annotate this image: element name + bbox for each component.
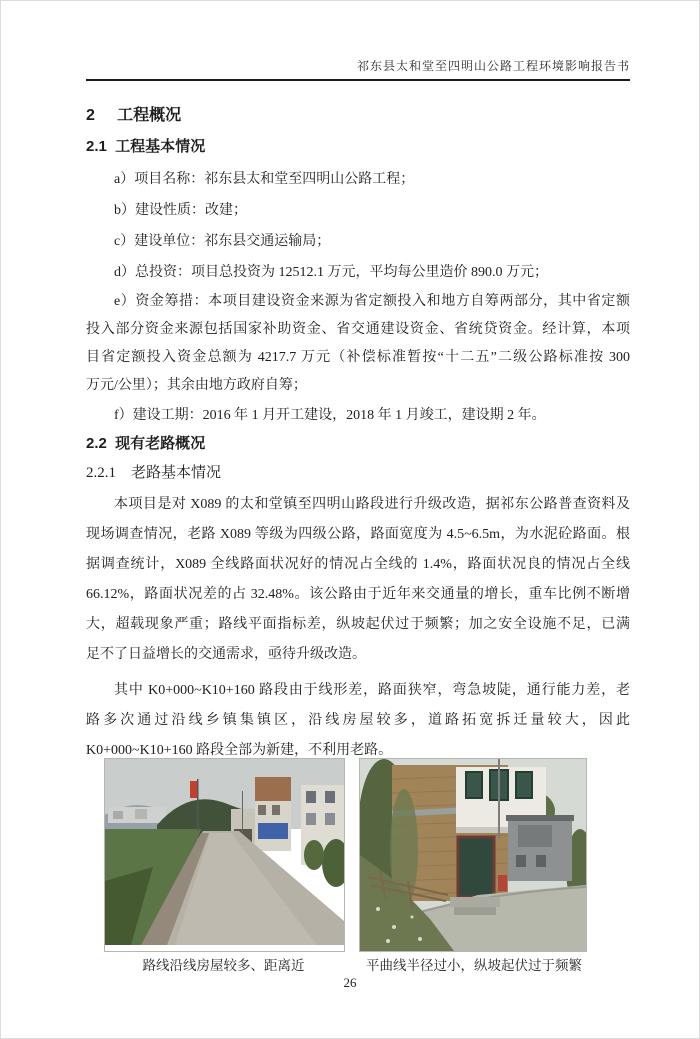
building-photo xyxy=(359,758,587,952)
figure-row xyxy=(86,758,630,952)
list-item-f: f）建设工期：2016 年 1 月开工建设，2018 年 1 月竣工，建设期 2 年。 xyxy=(114,408,546,423)
figure-caption-right: 平曲线半径过小，纵坡起伏过于频繁 xyxy=(366,958,582,973)
list-item-a: a）项目名称：祁东县太和堂至四明山公路工程； xyxy=(114,172,415,187)
text-line: 投入部分资金来源包括国家补助资金、省交通建设资金、省统贷资金。经计算，本项 xyxy=(86,322,630,337)
road-photo-graphic xyxy=(105,759,344,945)
building-photo-graphic xyxy=(360,759,586,951)
text-line: 万元/公里）；其余由地方政府自筹； xyxy=(86,378,307,393)
road-photo xyxy=(104,758,345,952)
project-info-list xyxy=(86,164,630,431)
paragraph-old-road xyxy=(86,490,630,670)
list-item-b: b）建设性质：改建； xyxy=(114,203,247,218)
text-line: 足不了日益增长的交通需求，亟待升级改造。 xyxy=(86,647,366,662)
text-line: e）资金筹措：本项目建设资金来源为省定额投入和地方自筹两部分，其中省定额 xyxy=(114,294,630,309)
section-heading-2-1: 2.1 工程基本情况 xyxy=(86,138,206,155)
section-heading-2-2-1: 2.2.1 老路基本情况 xyxy=(86,465,222,481)
text-line: 路多次通过沿线乡镇集镇区，沿线房屋较多，道路拓宽拆迁量较大，因此 xyxy=(86,713,630,728)
text-line: 据调查统计，X089 全线路面状况好的情况占全线的 1.4%，路面状况良的情况占全线 xyxy=(86,557,630,572)
section-heading-2-2: 2.2 现有老路概况 xyxy=(86,435,206,452)
section-heading-2: 2 工程概况 xyxy=(86,107,182,124)
text-line: 目省定额投入资金总额为 4217.7 万元（补偿标准暂按“十二五”二级公路标准按 300 xyxy=(86,350,630,365)
page-number: 26 xyxy=(343,975,357,990)
text-line: 66.12%，路面状况差的占 32.48%。该公路由于近年来交通量的增长，重车比例不断增 xyxy=(86,587,630,602)
text-line: 本项目是对 X089 的太和堂镇至四明山路段进行升级改造，据祁东公路普查资料及 xyxy=(114,497,630,512)
page-content xyxy=(86,105,630,975)
text-line: 大，超载现象严重；路线平面指标差，纵坡起伏过于频繁；加之安全设施不足，已满 xyxy=(86,617,630,632)
header-title: 祁东县太和堂至四明山公路工程环境影响报告书 xyxy=(86,58,630,81)
list-item-e xyxy=(86,288,630,400)
text-line: 其中 K0+000~K10+160 路段由于线形差，路面狭窄，弯急坡陡，通行能力差，老 xyxy=(114,683,630,698)
list-item-c: c）建设单位：祁东县交通运输局； xyxy=(114,234,331,249)
text-line: 现场调查情况，老路 X089 等级为四级公路，路面宽度为 4.5~6.5m，为水泥砼路面。根 xyxy=(86,527,630,542)
paragraph-new-section xyxy=(86,676,630,766)
figure-captions xyxy=(86,957,630,975)
figure-caption-left: 路线沿线房屋较多、距离近 xyxy=(142,958,305,973)
text-line: K0+000~K10+160 路段全部为新建，不利用老路。 xyxy=(86,743,393,758)
list-item-d: d）总投资：项目总投资为 12512.1 万元，平均每公里造价 890.0 万元； xyxy=(114,265,548,280)
page-header xyxy=(86,1,630,81)
